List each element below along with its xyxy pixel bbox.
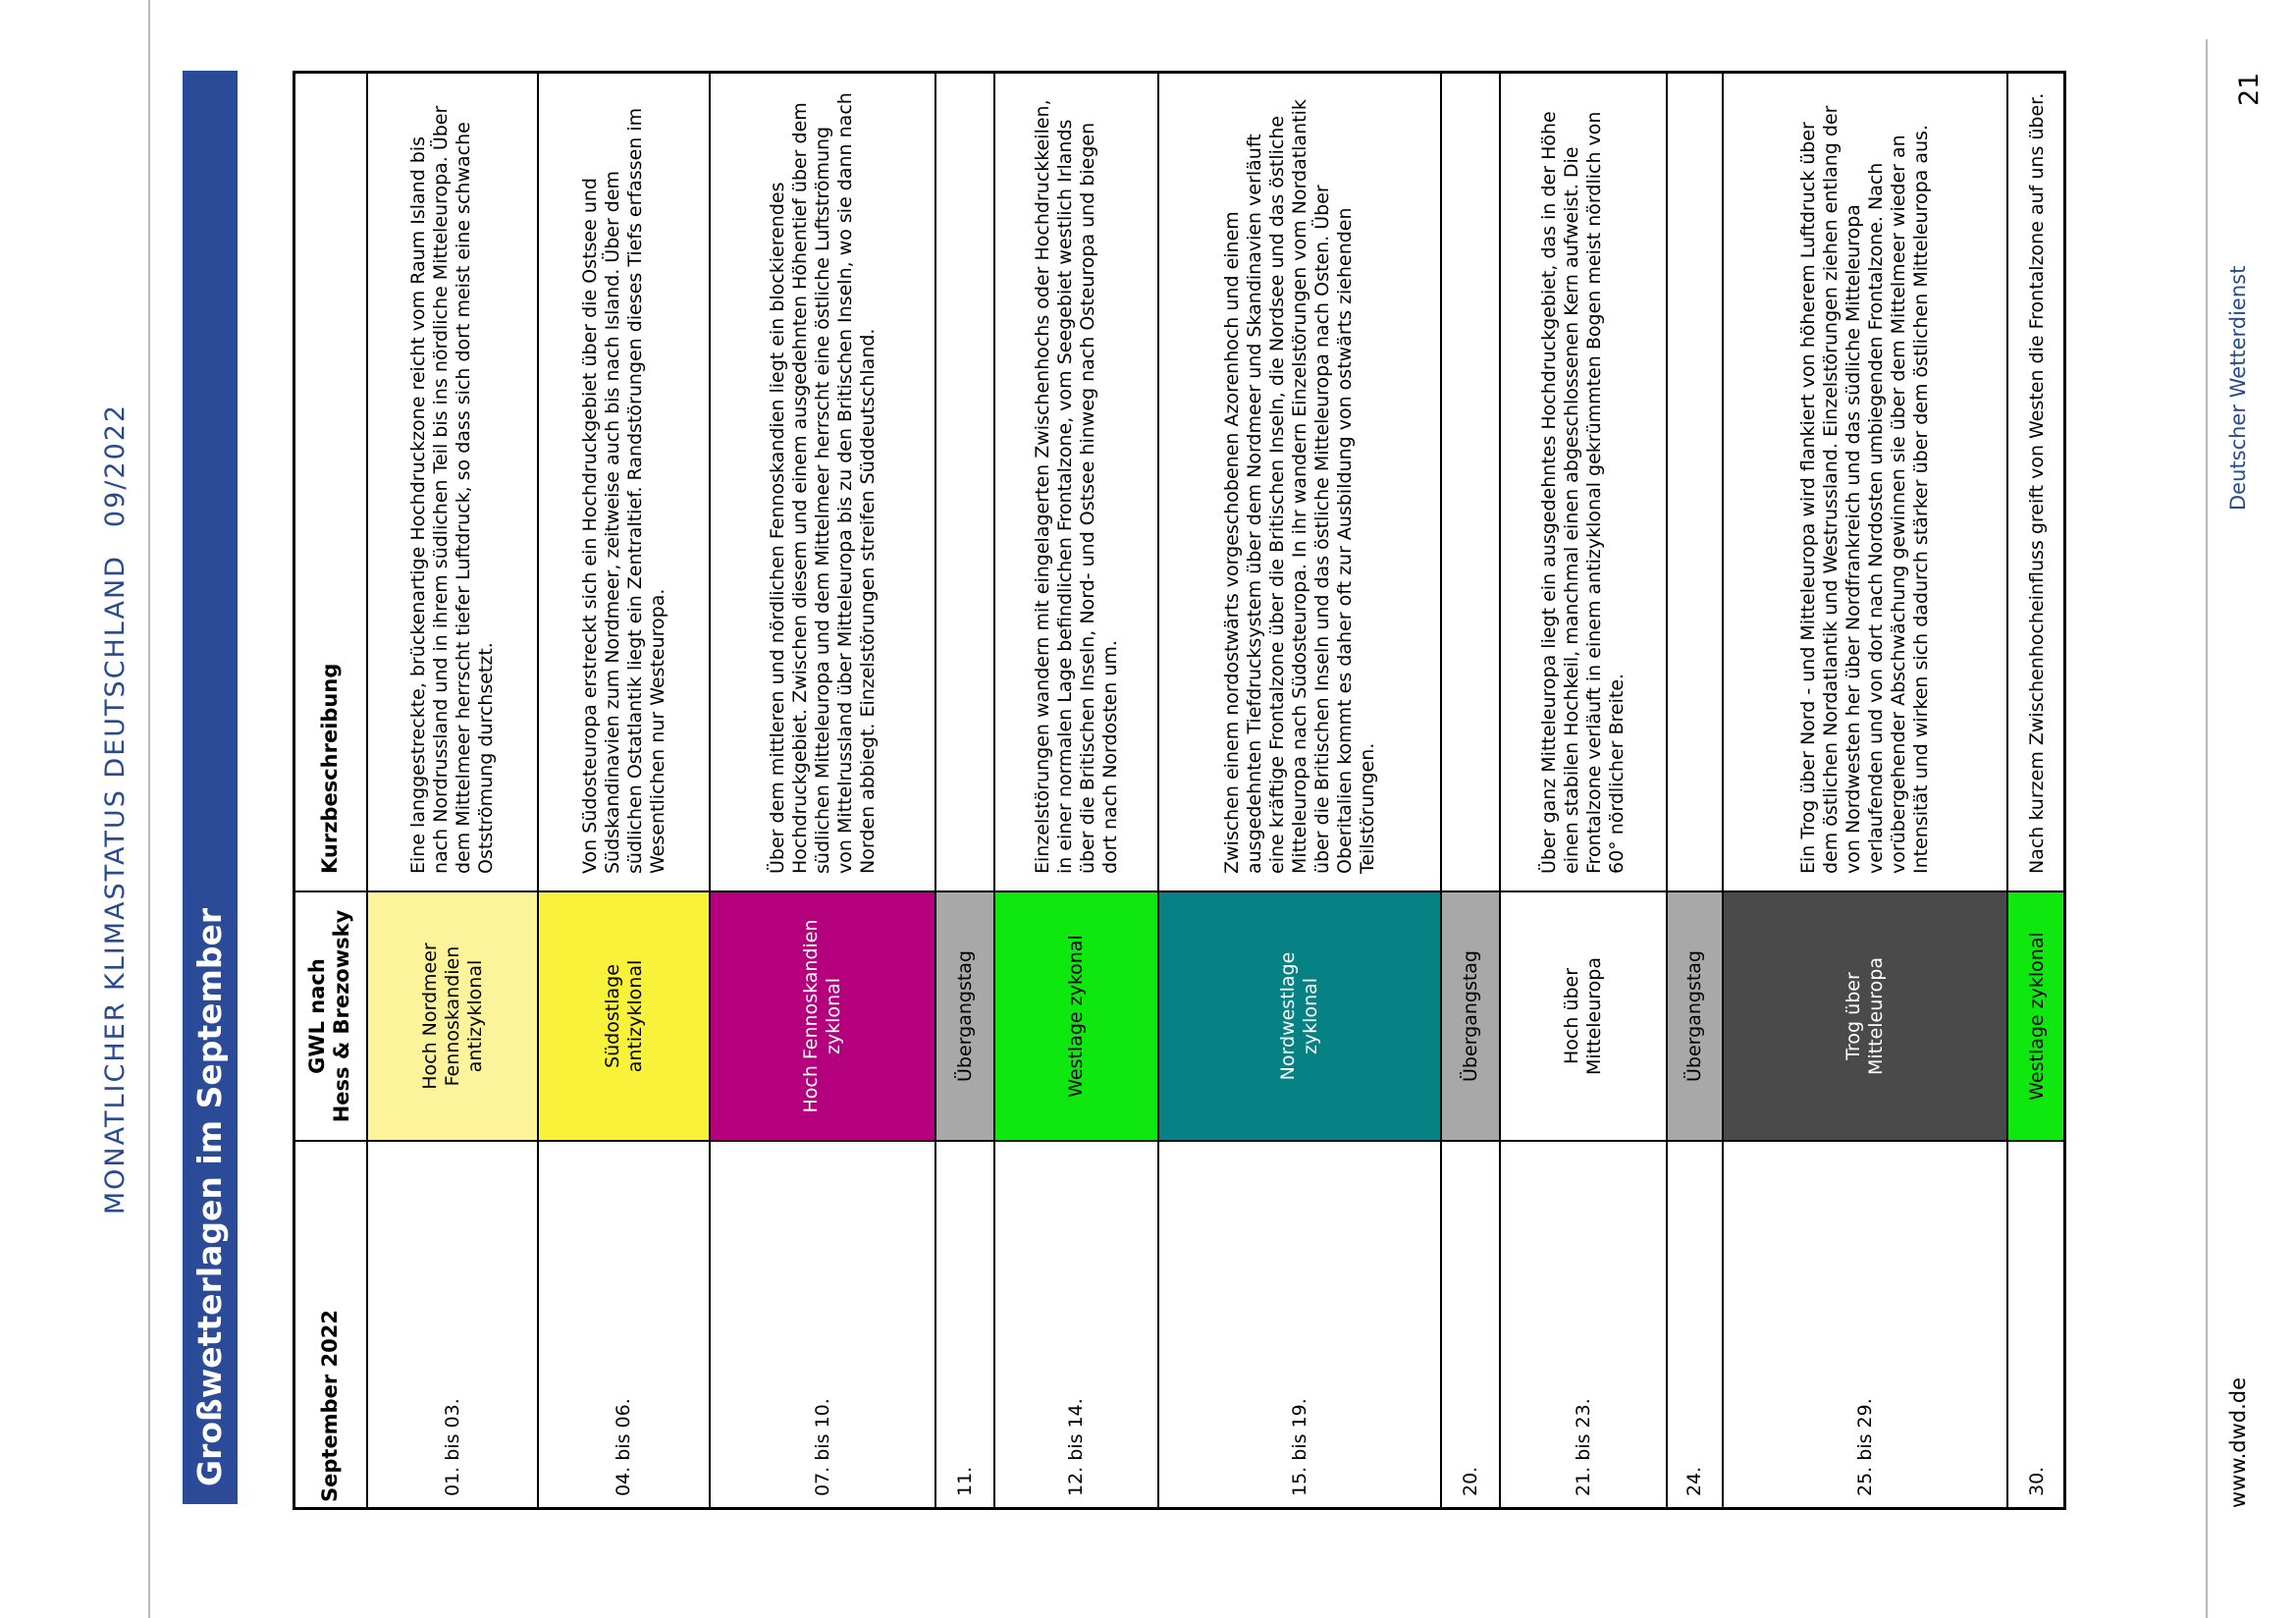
header-description: Kurzbeschreibung — [317, 663, 342, 874]
footer-website[interactable]: www.dwd.de — [2226, 1376, 2250, 1508]
row-divider — [934, 71, 936, 1510]
row-date: 12. bis 14. — [1065, 1398, 1087, 1496]
header-date: September 2022 — [317, 1310, 342, 1502]
row-date: 15. bis 19. — [1288, 1398, 1310, 1496]
row-gwl: Westlage zyklonal — [2007, 891, 2066, 1141]
row-gwl: Südostlage antizyklonal — [538, 891, 710, 1141]
row-divider — [366, 71, 368, 1510]
header-title: MONATLICHER KLIMASTATUS DEUTSCHLAND — [100, 555, 131, 1215]
row-description: Eine langgestreckte, brückenartige Hochdruckzone reicht vom Raum Island bis nach Nordrussland und in ihrem südlichen Teil bis ins nördliche Mitteleuropa. Über dem Mittelmeer herrscht tiefer Luftdruck, so dass sich dort meist eine schwache Ostströmung durchsetzt. — [407, 105, 497, 874]
row-date: 07. bis 10. — [811, 1398, 833, 1496]
row-date: 01. bis 03. — [441, 1398, 463, 1496]
table-border-left — [293, 71, 295, 1510]
row-divider — [2006, 71, 2008, 1510]
row-divider — [1722, 71, 1724, 1510]
right-margin-line — [2206, 39, 2208, 1618]
row-description: Von Südosteuropa erstreckt sich ein Hochdruckgebiet über die Ostsee und Südskandinavien zum Nordmeer, zeitweise auch bis nach Island. Über dem südlichen Ostatlantik liegt ein Zentraltief. Randstörungen dieses Tiefs erfassen im Wesentlichen nur Westeuropa. — [578, 107, 668, 874]
row-date: 25. bis 29. — [1853, 1398, 1876, 1496]
row-gwl: Hoch über Mitteleuropa — [1500, 891, 1667, 1141]
row-description — [935, 71, 994, 891]
footer-organization: Deutscher Wetterdienst — [2226, 265, 2250, 511]
row-divider — [993, 71, 995, 1510]
row-description: Über ganz Mitteleuropa liegt ein ausgedehntes Hochdruckgebiet, das in der Höhe einen stabilen Hochkeil, manchmal einen abgeschlossenen Kern aufweist. Die Frontalzone verläuft in einem antizyklonal gekrümmten Bogen meist nördlich von 60° nördlicher Breite. — [1538, 111, 1628, 874]
row-divider — [1157, 71, 1159, 1510]
table-border-bottom — [293, 1507, 2066, 1510]
row-gwl: Übergangstag — [1441, 891, 1500, 1141]
column-divider — [293, 890, 2066, 892]
column-divider — [293, 1140, 2066, 1142]
page-number: 21 — [2234, 72, 2265, 106]
header-issue: 09/2022 — [100, 403, 131, 528]
row-description — [1667, 71, 1723, 891]
row-gwl: Übergangstag — [935, 891, 994, 1141]
row-divider — [1440, 71, 1442, 1510]
row-gwl: Übergangstag — [1667, 891, 1723, 1141]
page-header — [96, 0, 135, 1618]
left-margin-line — [148, 0, 150, 1618]
table-border-right — [2063, 71, 2066, 1510]
row-gwl: Hoch Fennoskandien zyklonal — [710, 891, 935, 1141]
row-date: 04. bis 06. — [613, 1398, 634, 1496]
row-gwl: Westlage zykonal — [994, 891, 1158, 1141]
row-description — [1441, 71, 1500, 891]
header-gwl: GWL nach Hess & Brezowsky — [305, 909, 353, 1123]
row-description: Zwischen einem nordostwärts vorgeschobenen Azorenhoch und einem ausgedehnten Tiefdrucksystem über dem Nordmeer und Skandinavien verläuft eine kräftige Frontalzone über die Britischen Inseln, die Nordsee und das östliche Mitteleuropa nach Südosteuropa. In ihr wandern Einzelstörungen vom Nordatlantik über die Britischen Inseln und das östliche Mitteleuropa nach Osten. Über Oberitalien kommt es daher oft zur Ausbildung von ostwärts ziehenden Teilstörungen. — [1220, 99, 1378, 874]
row-divider — [1499, 71, 1501, 1510]
row-gwl: Trog über Mitteleuropa — [1723, 891, 2007, 1141]
row-date: 24. — [1683, 1466, 1705, 1496]
row-date: 30. — [2025, 1466, 2048, 1496]
row-gwl: Hoch Nordmeer Fennoskandien antizyklonal — [367, 891, 538, 1141]
row-description: Ein Trog über Nord - und Mitteleuropa wird flankiert von höherem Luftdruck über dem östlichen Nordatlantik und Westrussland. Einzelstörungen ziehen entlang der von Nordwesten her über Nordfrankreich und das südliche Mitteleuropa verlaufenden und von dort nach Nordosten umbiegenden Frontalzone. Nach vorübergehender Abschwächung gewinnen sie über dem Mittelmeer wieder an Intensität und wirken sich dadurch stärker über dem östlichen Mitteleuropa aus. — [1797, 105, 1932, 874]
row-description: Über dem mittleren und nördlichen Fennoskandien liegt ein blockierendes Hochdruckgebiet. Zwischen diesem und einem ausgedehnten Höhentief über dem südlichen Mitteleuropa und dem Mittelmeer herrscht eine östliche Luftströmung von Mittelrussland über Mitteleuropa bis zu den Britischen Inseln, wo sie dann nach Norden abbiegt. Einzelstörungen streifen Süddeutschland. — [766, 92, 879, 874]
row-divider — [709, 71, 711, 1510]
row-divider — [537, 71, 539, 1510]
row-date: 11. — [953, 1466, 976, 1496]
row-description: Einzelstörungen wandern mit eingelagerten Zwischenhochs oder Hochdruckkeilen, in einer normalen Lage befindlichen Frontalzone, vom Seegebiet westlich Irlands über die Britischen Inseln, Nord- und Ostsee hinweg nach Osteuropa und biegen dort nach Nordosten um. — [1031, 99, 1121, 874]
row-divider — [1666, 71, 1668, 1510]
row-date: 20. — [1459, 1466, 1481, 1496]
row-description: Nach kurzem Zwischenhocheinfluss greift von Westen die Frontalzone auf uns über. — [2025, 92, 2048, 874]
row-date: 21. bis 23. — [1572, 1398, 1594, 1496]
row-gwl: Nordwestlage zyklonal — [1158, 891, 1441, 1141]
section-title: Großwetterlagen im September — [190, 907, 229, 1486]
table-border-top — [293, 71, 2066, 74]
